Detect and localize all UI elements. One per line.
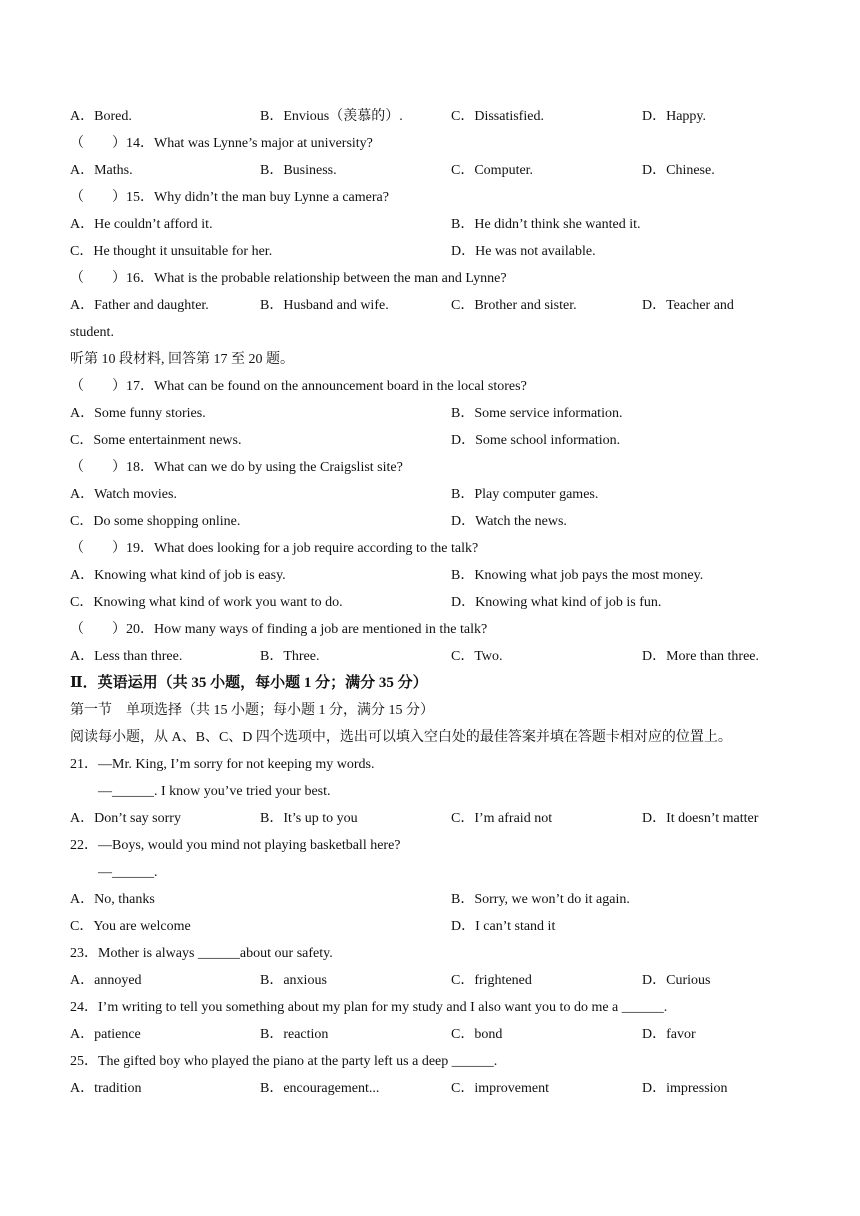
question-stem: 25．The gifted boy who played the piano at the party left us a deep ______.: [70, 1054, 498, 1069]
option-row: [70, 508, 810, 535]
option-row: [70, 1021, 810, 1048]
answer-option: C．Brother and sister.: [451, 298, 577, 313]
answer-option: D．He was not available.: [451, 244, 596, 259]
answer-option: D．Happy.: [642, 109, 707, 124]
option-row: [70, 481, 810, 508]
answer-option: D．Chinese.: [642, 163, 715, 178]
option-row: [70, 400, 810, 427]
question-stem: （ ）15．Why didn’t the man buy Lynne a camera?: [70, 190, 389, 205]
answer-option: D．Some school information.: [451, 433, 621, 448]
answer-option: B．Sorry, we won’t do it again.: [451, 892, 630, 907]
answer-option: D．Teacher and: [642, 298, 734, 313]
answer-option: C．You are welcome: [70, 919, 191, 934]
question-stem: 22．—Boys, would you mind not playing basketball here?: [70, 838, 401, 853]
answer-option: A．Knowing what kind of job is easy.: [70, 568, 286, 583]
option-row: [70, 967, 810, 994]
answer-option: C．Knowing what kind of work you want to do.: [70, 595, 343, 610]
answer-option: B．Business.: [260, 163, 337, 178]
answer-option: C．bond: [451, 1027, 503, 1042]
answer-option: B．He didn’t think she wanted it.: [451, 217, 641, 232]
question-stem: （ ）17．What can be found on the announcement board in the local stores?: [70, 379, 527, 394]
answer-option: B．Knowing what job pays the most money.: [451, 568, 704, 583]
answer-option: A．annoyed: [70, 973, 142, 988]
question-stem: （ ）14．What was Lynne’s major at university?: [70, 136, 373, 151]
option-row: [70, 103, 810, 130]
answer-option: B．Three.: [260, 649, 320, 664]
option-row: [70, 292, 810, 319]
answer-option: B．Play computer games.: [451, 487, 599, 502]
answer-option: C．Two.: [451, 649, 503, 664]
answer-option: B．Some service information.: [451, 406, 623, 421]
answer-option: C．Do some shopping online.: [70, 514, 241, 529]
answer-option: B．encouragement...: [260, 1081, 380, 1096]
answer-option: B．It’s up to you: [260, 811, 358, 826]
instruction-text: 阅读每小题，从 A、B、C、D 四个选项中，选出可以填入空白处的最佳答案并填在答题卡相对应的位置上。: [70, 730, 732, 745]
instruction-text: 第一节 单项选择（共 15 小题；每小题 1 分，满分 15 分）: [70, 703, 434, 718]
answer-option: D．Knowing what kind of job is fun.: [451, 595, 662, 610]
answer-option: D．impression: [642, 1081, 728, 1096]
answer-option: A．tradition: [70, 1081, 142, 1096]
answer-option: B．reaction: [260, 1027, 329, 1042]
answer-option: A．Watch movies.: [70, 487, 177, 502]
answer-option: A．Some funny stories.: [70, 406, 206, 421]
answer-option: B．Husband and wife.: [260, 298, 389, 313]
option-row: [70, 589, 810, 616]
answer-option: D．favor: [642, 1027, 696, 1042]
answer-option: D．More than three.: [642, 649, 760, 664]
question-stem: （ ）19．What does looking for a job require according to the talk?: [70, 541, 479, 556]
answer-option: C．He thought it unsuitable for her.: [70, 244, 273, 259]
question-stem: 21．—Mr. King, I’m sorry for not keeping my words.: [70, 757, 375, 772]
option-row: [70, 886, 810, 913]
option-row: [70, 238, 810, 265]
option-row: [70, 562, 810, 589]
answer-option: B．Envious（羡慕的）.: [260, 109, 403, 124]
answer-option: B．anxious: [260, 973, 327, 988]
option-row: [70, 1075, 810, 1102]
option-row: [70, 913, 810, 940]
question-stem: 23．Mother is always ______about our safety.: [70, 946, 333, 961]
question-stem: （ ）20．How many ways of finding a job are mentioned in the talk?: [70, 622, 488, 637]
question-stem: 24．I’m writing to tell you something about my plan for my study and I also want you to do me a ______.: [70, 1000, 668, 1015]
answer-option: C．frightened: [451, 973, 532, 988]
answer-option: D．Watch the news.: [451, 514, 567, 529]
answer-option: D．It doesn’t matter: [642, 811, 759, 826]
answer-option: C．Some entertainment news.: [70, 433, 242, 448]
option-row: [70, 805, 810, 832]
answer-option: A．patience: [70, 1027, 141, 1042]
answer-option: C．I’m afraid not: [451, 811, 553, 826]
dialogue-line: —______. I know you’ve tried your best.: [98, 784, 331, 799]
answer-option: A．Maths.: [70, 163, 133, 178]
answer-option: D．I can’t stand it: [451, 919, 556, 934]
answer-option: D．Curious: [642, 973, 711, 988]
answer-option: C．Dissatisfied.: [451, 109, 544, 124]
answer-option: A．He couldn’t afford it.: [70, 217, 213, 232]
option-row: [70, 157, 810, 184]
answer-option: A．Less than three.: [70, 649, 183, 664]
question-stem: （ ）16．What is the probable relationship between the man and Lynne?: [70, 271, 507, 286]
answer-option: A．Don’t say sorry: [70, 811, 181, 826]
instruction-text: student.: [70, 325, 114, 340]
option-row: [70, 211, 810, 238]
dialogue-line: —______.: [98, 865, 158, 880]
option-row: [70, 643, 810, 670]
section-heading: Ⅱ．英语运用（共 35 小题，每小题 1 分；满分 35 分）: [70, 675, 428, 691]
question-stem: （ ）18．What can we do by using the Craigslist site?: [70, 460, 403, 475]
answer-option: A．Bored.: [70, 109, 132, 124]
option-row: [70, 427, 810, 454]
instruction-text: 听第 10 段材料, 回答第 17 至 20 题。: [70, 352, 294, 367]
answer-option: C．Computer.: [451, 163, 534, 178]
answer-option: A．Father and daughter.: [70, 298, 209, 313]
answer-option: C．improvement: [451, 1081, 549, 1096]
answer-option: A．No, thanks: [70, 892, 155, 907]
